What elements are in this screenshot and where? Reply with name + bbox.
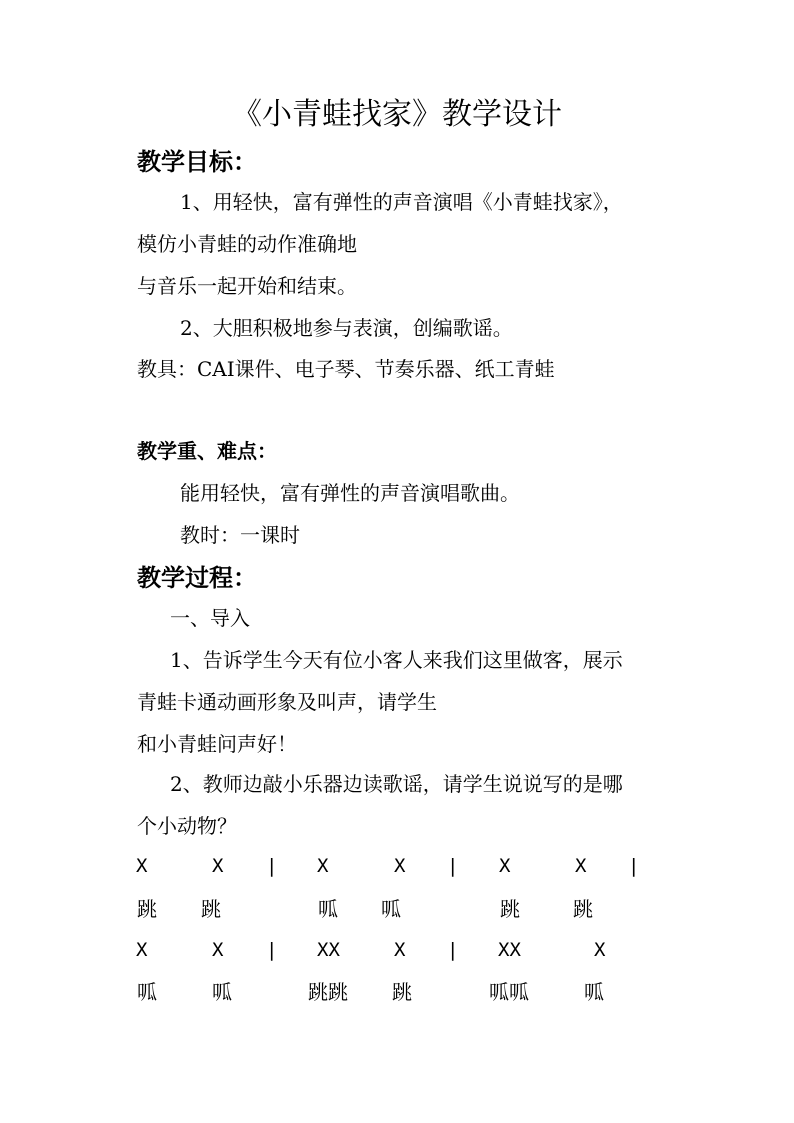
rhythm-word: 跳 bbox=[137, 897, 157, 921]
rhythm-note: X bbox=[499, 855, 511, 877]
rhythm-word: 呱呱 bbox=[489, 980, 529, 1004]
bar-line: | bbox=[447, 939, 459, 961]
bar-line: | bbox=[266, 855, 278, 877]
objective-2: 2、大胆积极地参与表演，创编歌谣。 bbox=[180, 316, 513, 340]
rhythm-note: X bbox=[212, 939, 224, 961]
step-1-2-line2: 个小动物？ bbox=[137, 814, 237, 838]
rhythm-word: 呱 bbox=[137, 980, 157, 1004]
rhythm-word: 呱 bbox=[212, 980, 232, 1004]
step-1-2-line1: 2、教师边敲小乐器边读歌谣，请学生说说写的是哪 bbox=[170, 772, 623, 796]
objectives-heading: 教学目标： bbox=[137, 147, 257, 176]
step-1-title: 一、导入 bbox=[170, 606, 250, 630]
rhythm-note: X bbox=[575, 855, 587, 877]
rhythm-note: XX bbox=[317, 939, 340, 961]
objective-1-line2: 模仿小青蛙的动作准确地 bbox=[137, 232, 357, 256]
step-1-1-line2: 青蛙卡通动画形象及叫声，请学生 bbox=[137, 690, 437, 714]
rhythm-note: X bbox=[394, 855, 406, 877]
document-title: 《小青蛙找家》教学设计 bbox=[232, 97, 562, 132]
process-heading: 教学过程： bbox=[137, 563, 257, 592]
key-points-heading: 教学重、难点： bbox=[137, 439, 277, 463]
step-1-1-line1: 1、告诉学生今天有位小客人来我们这里做客，展示 bbox=[170, 648, 623, 672]
bar-line: | bbox=[447, 855, 459, 877]
step-1-1-line3: 和小青蛙问声好！ bbox=[137, 732, 297, 756]
rhythm-note: X bbox=[394, 939, 406, 961]
rhythm-word: 呱 bbox=[318, 897, 338, 921]
bar-line: | bbox=[628, 855, 640, 877]
rhythm-note: X bbox=[136, 939, 148, 961]
key-points-text: 能用轻快，富有弹性的声音演唱歌曲。 bbox=[180, 481, 520, 505]
rhythm-note: X bbox=[212, 855, 224, 877]
objective-1-line3: 与音乐一起开始和结束。 bbox=[137, 274, 357, 298]
rhythm-word: 呱 bbox=[381, 897, 401, 921]
rhythm-word: 跳 bbox=[201, 897, 221, 921]
rhythm-word: 跳 bbox=[573, 897, 593, 921]
rhythm-note: X bbox=[136, 855, 148, 877]
rhythm-word: 跳 bbox=[500, 897, 520, 921]
rhythm-note: X bbox=[594, 939, 606, 961]
teaching-tools: 教具：CAI课件、电子琴、节奏乐器、纸工青蛙 bbox=[137, 357, 555, 381]
bar-line: | bbox=[266, 939, 278, 961]
rhythm-note: XX bbox=[498, 939, 521, 961]
objective-1-line1: 1、用轻快，富有弹性的声音演唱《小青蛙找家》， bbox=[180, 190, 623, 214]
lesson-time: 教时：一课时 bbox=[180, 523, 300, 547]
rhythm-word: 跳跳 bbox=[308, 980, 348, 1004]
rhythm-word: 跳 bbox=[392, 980, 412, 1004]
rhythm-note: X bbox=[317, 855, 329, 877]
rhythm-word: 呱 bbox=[584, 980, 604, 1004]
